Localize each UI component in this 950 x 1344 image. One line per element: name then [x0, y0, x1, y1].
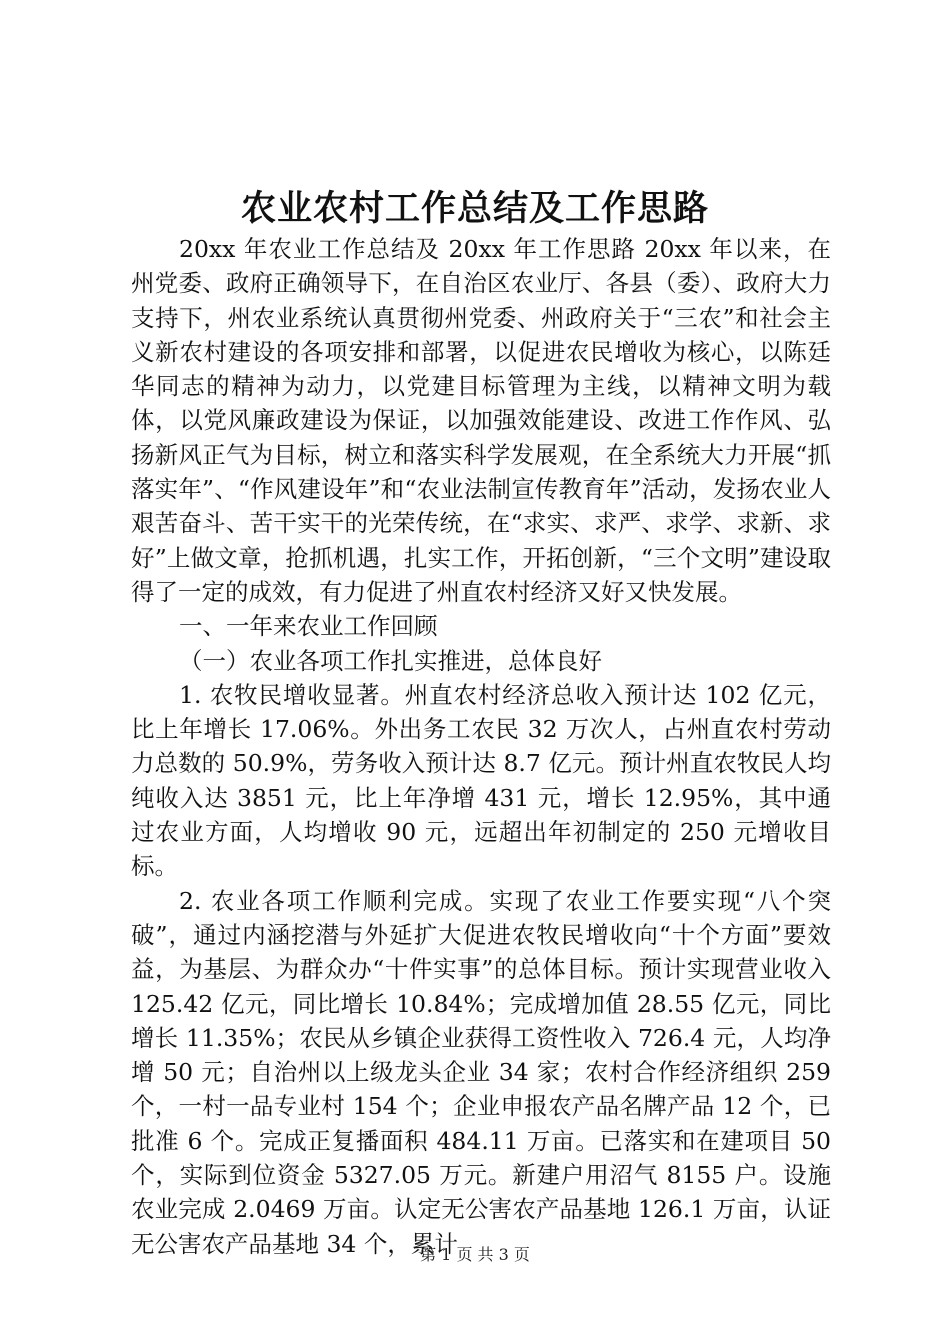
intro-paragraph: 20xx 年农业工作总结及 20xx 年工作思路 20xx 年以来，在州党委、政府正确领导下，在自治区农业厅、各县（委）、政府大力支持下，州农业系统认真贯彻州党委、州政府关于“三农”和社会主义新农村建设的各项安排和部署，以促进农民增收为核心，以陈廷华同志的精神为动力，以党建目标管理为主线，以精神文明为载体，以党风廉政建设为保证，以加强效能建设、改进工作作风、弘扬新风正气为目标，树立和落实科学发展观，在全系统大力开展“抓落实年”、“作风建设年”和“农业法制宣传教育年”活动，发扬农业人艰苦奋斗、苦干实干的光荣传统，在“求实、求严、求学、求新、求好”上做文章，抢抓机遇，扎实工作，开拓创新，“三个文明”建设取得了一定的成效，有力促进了州直农村经济又好又快发展。 [131, 235, 831, 606]
item-paragraph-1: 1. 农牧民增收显著。州直农村经济总收入预计达 102 亿元，比上年增长 17.06%。外出务工农民 32 万次人，占州直农村劳动力总数的 50.9%，劳务收入预计达 8.7 亿元。预计州直农牧民人均纯收入达 3851 元，比上年净增 431 元，增长 12.95%，其中通过农业方面，人均增收 90 元，远超出年初制定的 250 元增收目标。 [131, 680, 831, 881]
section-heading: 一、一年来农业工作回顾 [179, 612, 438, 641]
document-title: 农业农村工作总结及工作思路 [240, 188, 709, 229]
page-footer: 第 1 页 共 3 页 [420, 1245, 530, 1264]
subsection-heading: （一）农业各项工作扎实推进，总体良好 [179, 646, 602, 675]
item-paragraph-2: 2. 农业各项工作顺利完成。实现了农业工作要实现“八个突破”，通过内涵挖潜与外延扩大促进农牧民增收向“十个方面”要效益，为基层、为群众办“十件实事”的总体目标。预计实现营业收入 125.42 亿元，同比增长 10.84%；完成增加值 28.55 亿元，同比增长 11.35%；农民从乡镇企业获得工资性收入 726.4 元，人均净增 50 元；自治州以上级龙头企业 34 家；农村合作经济组织 259 个，一村一品专业村 154 个；企业申报农产品名牌产品 12 个，已批准 6 个。完成正复播面积 484.11 万亩。已落实和在建项目 50 个，实际到位资金 5327.05 万元。新建户用沼气 8155 户。设施农业完成 2.0469 万亩。认定无公害农产品基地 126.1 万亩，认证无公害农产品基地 34 个，累计 [131, 886, 831, 1258]
document-body [131, 232, 831, 1261]
